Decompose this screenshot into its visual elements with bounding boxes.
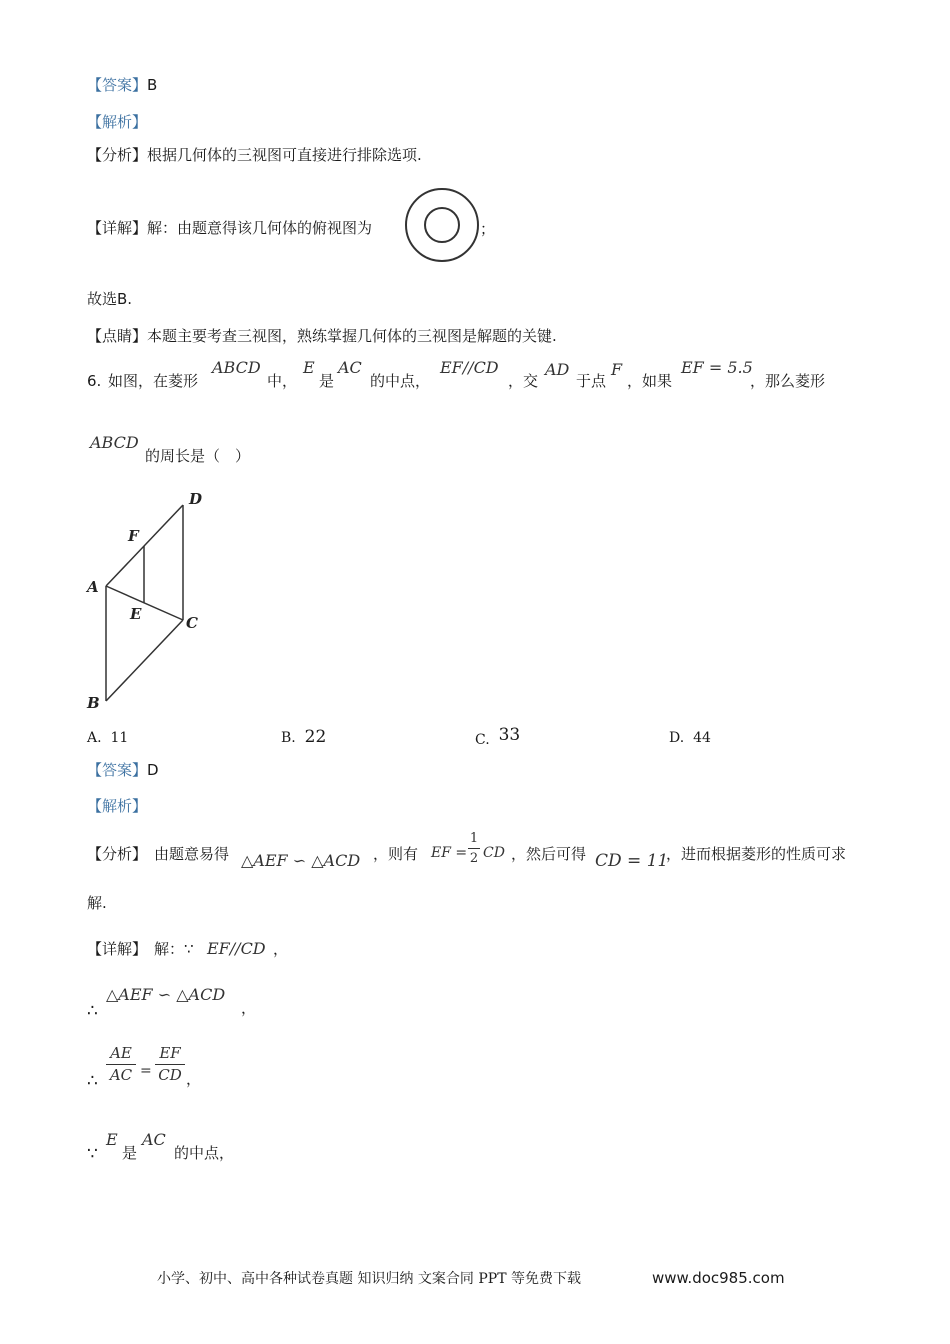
therefore-symbol-1: ∴ <box>87 1001 98 1021</box>
q6-text-5: ，交 <box>508 372 539 390</box>
question-number: 6. <box>87 372 102 390</box>
vertex-label-c: C <box>186 614 198 632</box>
fenxi2-text-3: ，然后可得 <box>511 845 587 863</box>
xiangjie2-text-5: 是 <box>122 1144 138 1162</box>
xiangjie2-ef-parallel-cd: EF//CD <box>207 939 266 958</box>
analysis-label-2: 【解析】 <box>87 797 148 815</box>
xiangjie2-text-6: 的中点， <box>174 1144 235 1162</box>
answer-value-2: D <box>147 761 159 779</box>
xiangjie-tail: ； <box>480 220 496 238</box>
therefore-symbol-2: ∴ <box>87 1071 98 1091</box>
answer-line-1 <box>87 78 157 93</box>
ratio-equals: = <box>140 1063 152 1079</box>
q6-text-7: ，如果 <box>627 372 673 390</box>
fenxi2-text-1: 由题意易得 <box>154 845 230 863</box>
fenxi2-text-4: ，进而根据菱形的性质可求 <box>666 845 847 863</box>
q6-math-abcd-2: ABCD <box>90 433 139 452</box>
fenxi2-ef-eq: EF = <box>431 845 468 861</box>
point-label-e: E <box>130 605 142 623</box>
fraction-numerator: 1 <box>469 831 479 846</box>
ratio-denominator-ac: AC <box>109 1066 133 1084</box>
answer-value: B <box>147 76 158 94</box>
xiangjie-text: 解：由题意得该几何体的俯视图为 <box>147 219 373 237</box>
analysis-label: 【解析】 <box>87 113 148 131</box>
answer-label: 【答案】 <box>87 76 148 94</box>
option-b <box>281 729 326 746</box>
option-c <box>475 725 521 748</box>
fenxi2-cd: CD <box>483 845 505 861</box>
q6-text-8: ，那么菱形 <box>750 372 826 390</box>
option-d <box>669 731 711 745</box>
ratio-numerator-ef: EF <box>159 1044 181 1062</box>
q6-math-abcd: ABCD <box>212 358 261 377</box>
q6-math-ac: AC <box>338 358 362 377</box>
option-c-value: 33 <box>498 725 521 745</box>
ratio-fraction-ae-ac <box>106 1046 136 1083</box>
xiangjie2-similar-triangles: △AEF ∽ △ACD <box>106 985 226 1004</box>
q6-text-4: 的中点， <box>370 372 431 390</box>
fenxi2-text-5: 解. <box>87 894 107 912</box>
option-d-letter: D. <box>669 730 685 746</box>
q6-text-2: 中， <box>267 372 298 390</box>
option-b-value: 22 <box>304 727 327 747</box>
q6-math-ad: AD <box>545 360 570 379</box>
q6-text-9: 的周长是（ ） <box>145 447 251 465</box>
top-view-rings-figure <box>402 187 482 267</box>
ratio-denominator-cd: CD <box>158 1066 182 1084</box>
xiangjie2-text-2: ， <box>273 940 289 958</box>
option-d-value: 44 <box>693 730 711 746</box>
q6-math-ef-value: EF = 5.5 <box>681 358 753 377</box>
vertex-label-d: D <box>189 490 203 508</box>
xiangjie2-text-4: ， <box>186 1070 202 1088</box>
xiangjie-label: 【详解】 <box>87 219 148 237</box>
xiangjie-line-1 <box>87 221 372 236</box>
option-a <box>87 731 128 745</box>
q6-text-3: 是 <box>319 372 335 390</box>
q6-text-1: 如图，在菱形 <box>108 372 199 390</box>
fenxi-line-1 <box>87 148 422 163</box>
fenxi2-cd-eq-11: CD = 11 <box>595 851 669 871</box>
ratio-fraction-ef-cd <box>155 1046 185 1083</box>
fenxi-label-2: 【分析】 <box>87 845 148 863</box>
q6-math-ef-parallel-cd: EF//CD <box>440 358 499 377</box>
xiangjie2-text-3: ， <box>241 999 257 1017</box>
footer-promo-text: 小学、初中、高中各种试卷真题 知识归纳 文案合同 PPT 等免费下载 <box>157 1271 581 1287</box>
fenxi2-half-fraction <box>468 832 480 865</box>
point-label-f: F <box>128 527 139 545</box>
rhombus-figure <box>84 486 224 716</box>
dianjing-label: 【点睛】 <box>87 327 148 345</box>
q6-math-f: F <box>611 360 623 379</box>
answer-label-2: 【答案】 <box>87 761 148 779</box>
option-a-letter: A. <box>87 730 102 746</box>
ratio-numerator-ae: AE <box>110 1044 132 1062</box>
dianjing-text: 本题主要考查三视图，熟练掌握几何体的三视图是解题的关键. <box>147 327 557 345</box>
dianjing-line <box>87 329 557 344</box>
option-b-letter: B. <box>281 730 296 746</box>
option-a-value: 11 <box>110 730 129 746</box>
vertex-label-a: A <box>87 578 99 596</box>
xiangjie2-ac: AC <box>142 1130 166 1149</box>
footer-url[interactable]: www.doc985.com <box>652 1269 785 1287</box>
fraction-denominator: 2 <box>469 851 479 866</box>
xiangjie2-text-1: 解：∵ <box>154 940 194 958</box>
vertex-label-b: B <box>87 694 100 712</box>
fenxi-text: 根据几何体的三视图可直接进行排除选项. <box>147 146 422 164</box>
fenxi2-text-2: ，则有 <box>373 845 419 863</box>
xiangjie2-e: E <box>106 1130 118 1149</box>
because-symbol: ∵ <box>87 1144 98 1164</box>
xiangjie-label-2: 【详解】 <box>87 940 148 958</box>
fenxi-label: 【分析】 <box>87 146 148 164</box>
conclusion-line: 故选B. <box>87 290 133 308</box>
option-c-letter: C. <box>475 732 490 748</box>
q6-math-e: E <box>303 358 315 377</box>
answer-line-2 <box>87 763 159 778</box>
fenxi2-similar-triangles: △AEF ∽ △ACD <box>241 851 361 870</box>
q6-text-6: 于点 <box>576 372 607 390</box>
